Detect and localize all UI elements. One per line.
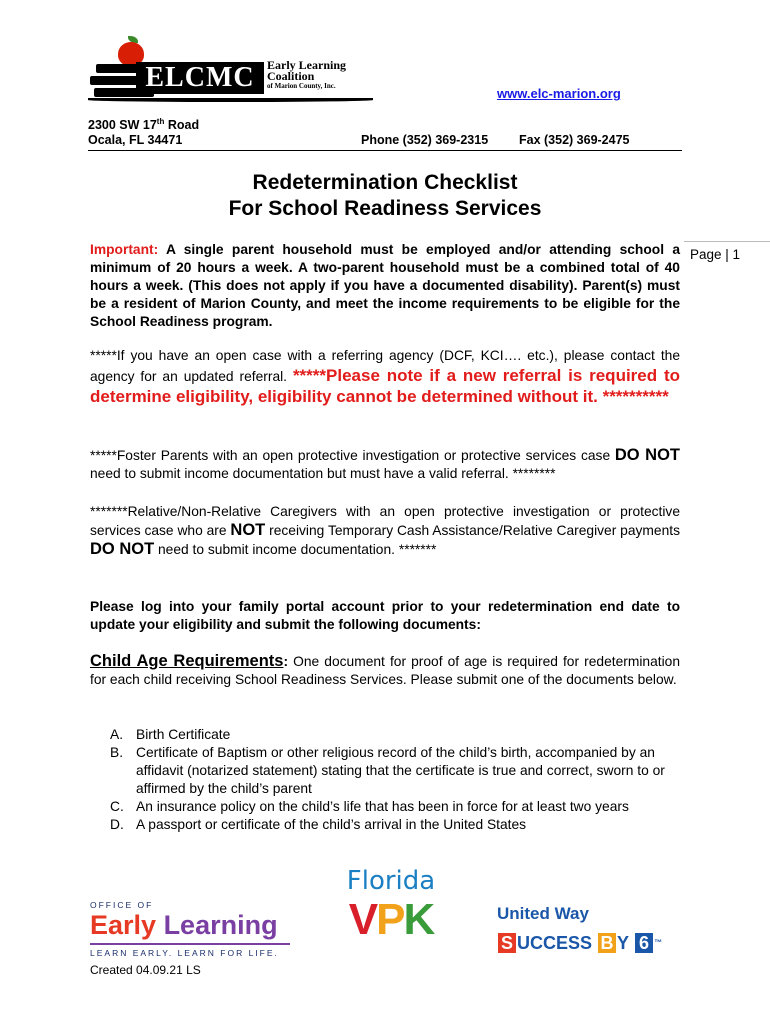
office-of-early-learning-logo: OFFICE OF Early Learning LEARN EARLY. LEARN FOR LIFE.	[90, 900, 298, 962]
logo-banner: ELCMC	[136, 62, 264, 94]
relative-caregiver-notice: *******Relative/Non-Relative Caregivers with an open protective investigation or protective services case who are NOT receiving Temporary Cash Assistance/Relative Caregiver payments DO NOT need to submit income documentation. *******	[90, 504, 680, 558]
page-subtitle: For School Readiness Services	[228, 197, 542, 220]
important-label: Important:	[90, 242, 159, 257]
list-item: B. Certificate of Baptism or other religious record of the child’s birth, accompanied by an affidavit (notarized statement) stating that the certificate is true and correct, sworn to or affirmed by the child’s parent	[110, 745, 665, 796]
phone-number: Phone (352) 369-2315	[361, 133, 489, 147]
child-age-heading: Child Age Requirements	[90, 652, 284, 670]
united-way-success-by-6-logo: United Way S UCCESS B Y 6 ™	[497, 904, 663, 953]
portal-instructions: Please log into your family portal account prior to your redetermination end date to update your eligibility and submit the following documents:	[90, 599, 680, 632]
foster-parent-notice: *****Foster Parents with an open protective investigation or protective services case DO NOT need to submit income documentation but must have a valid referral. ********	[90, 446, 680, 481]
important-notice: Important: A single parent household must be employed and/or attending school a minimum of 20 hours a week. A two-parent household must be a combined total of 40 hours a week. (This does not apply if you have a documented disability). Parent(s) must be a resident of Marion County, and meet the income requirements to be eligible for the School Readiness program.	[90, 242, 680, 329]
referral-warning: *****Please note if a new referral is required to determine eligibility, eligibility cannot be determined without it. **********	[90, 366, 680, 406]
logo-swoosh	[88, 98, 373, 102]
logo-coalition-text: Early Learning Coalition of Marion County, Inc.	[267, 58, 347, 90]
page-title: Redetermination Checklist	[252, 171, 518, 194]
page-number: Page | 1	[684, 241, 770, 269]
referral-notice: *****If you have an open case with a referring agency (DCF, KCI…. etc.), please contact the agency for an updated referral. *****Please note if a new referral is required to determine eligibility, eligibility cannot be determined without it. **********	[90, 348, 680, 406]
address-line2: Ocala, FL 34471	[88, 133, 183, 147]
elcmc-logo	[88, 42, 378, 104]
header-divider	[88, 150, 682, 151]
created-note: Created 04.09.21 LS	[90, 963, 201, 977]
website-link[interactable]: www.elc-marion.org	[497, 86, 621, 101]
florida-vpk-logo: Florida VPK	[346, 866, 436, 944]
address-line1: 2300 SW 17th Road	[88, 117, 200, 133]
fax-number: Fax (352) 369-2475	[519, 133, 630, 147]
child-age-requirements: Child Age Requirements: One document for proof of age is required for redetermination for each child receiving School Readiness Services. Please submit one of the documents below.	[90, 652, 681, 687]
document-list	[110, 726, 682, 834]
list-item: A. Birth Certificate	[110, 727, 231, 742]
list-item: C. An insurance policy on the child’s life that has been in force for at least two years	[110, 799, 629, 814]
list-item: D. A passport or certificate of the child’s arrival in the United States	[110, 817, 527, 832]
